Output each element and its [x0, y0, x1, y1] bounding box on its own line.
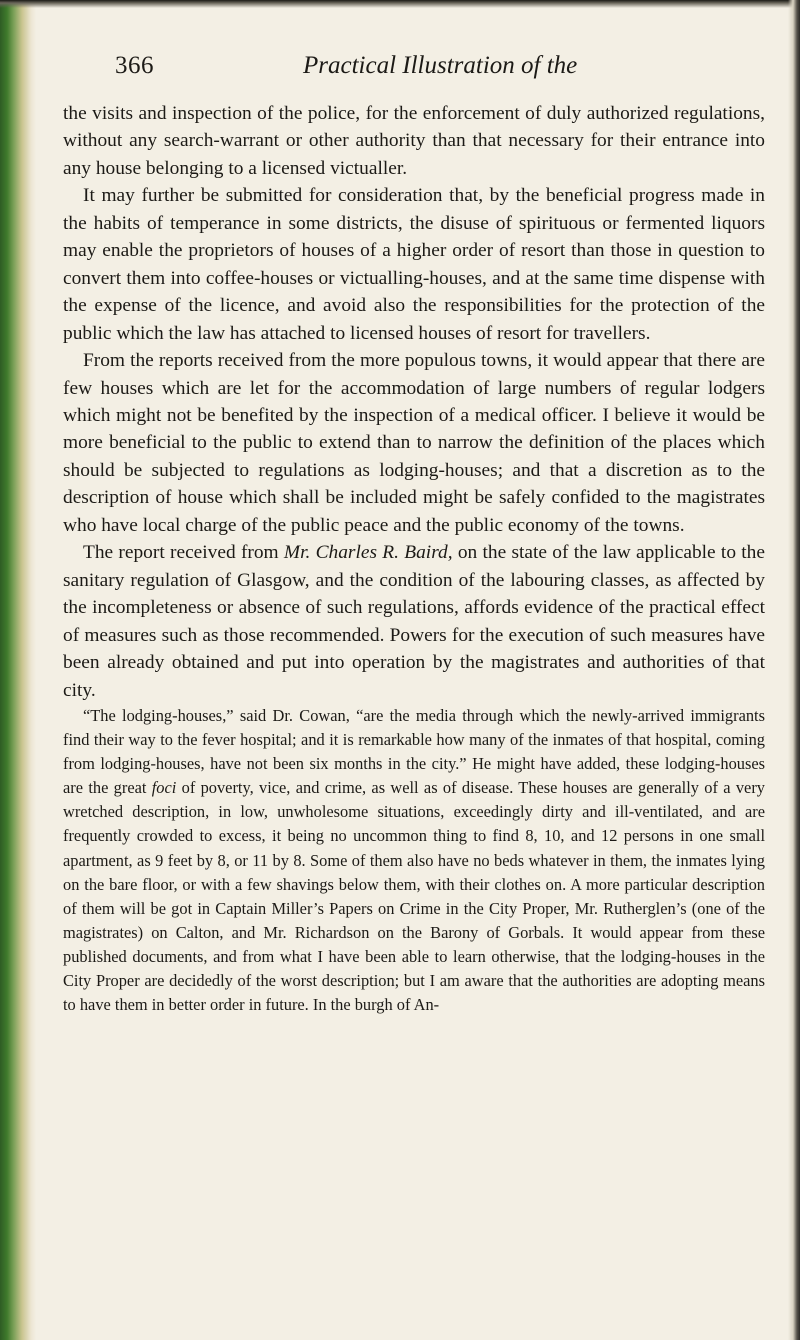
paragraph-cowan-quote [63, 704, 765, 1017]
paragraph-populous-towns: From the reports received from the more populous towns, it would appear that there are few houses which are let for the accommodation of large numbers of regular lodgers which might not be benefited by the inspection of a medical officer. I believe it would be more beneficial to the public to extend than to narrow the definition of the places which should be subjected to regulations as lodging-houses; and that a discretion as to the description of house which shall be included might be safely confided to the magistrates who have local charge of the public peace and the public economy of the towns. [63, 350, 765, 536]
page-body [63, 100, 765, 1017]
quote-text-after: of poverty, vice, and crime, as well as of disease. These houses are generally of a very wretched description, in low, unwholesome situations, exceedingly dirty and ill-ventilated, and are frequently crowded to excess, it being no uncommon thing to find 8, 10, and 12 persons in one small apartment, as 9 feet by 8, or 11 by 8. Some of them also have no beds whatever in them, the inmates lying on the bare floor, or with a few shavings below them, with their clothes on. A more particular description of them will be got in Captain Miller’s Papers on Crime in the City Proper, Mr. Rutherglen’s (one of the magistrates) on Calton, and Mr. Richardson on the Barony of Gorbals. It would appear from these published documents, and from what I have been able to learn otherwise, that the lodging-houses in the City Proper are decidedly of the worst description; but I am aware that the authorities are adopting means to have them in better order in future. In the burgh of An- [63, 778, 765, 1015]
paragraph-baird-report [63, 539, 765, 704]
page-right-edge [788, 0, 800, 1340]
baird-text-before: The report received from [83, 542, 284, 564]
quote-text-before: “The lodging-houses,” said Dr. Cowan, “are the media through which the newly-arrived immigrants find their way to the fever hospital; and it is remarkable how many of the inmates of that hospital, coming from lodging-houses, have not been six months in the city.” He might have added, these lodging-houses are the great [63, 705, 765, 798]
paragraph-licensed-victualler: the visits and inspection of the police, for the enforcement of duly authorized regulations, without any search-warrant or other authority than that necessary for their entrance into any house belonging to a licensed victualler. [63, 103, 765, 179]
baird-text-after: on the state of the law applicable to the sanitary regulation of Glasgow, and the condition of the labouring classes, as affected by the incompleteness or absence of such regulations, affords evidence of the practical effect of measures such as those recommended. Powers for the execution of such measures have been already obtained and put into operation by the magistrates and authorities of that city. [63, 542, 765, 701]
running-head: Practical Illustration of the [303, 52, 578, 79]
baird-name: Mr. Charles R. Baird, [283, 542, 453, 564]
page-top-edge [0, 0, 800, 8]
paragraph-temperance: It may further be submitted for consideration that, by the beneficial progress made in the habits of temperance in some districts, the disuse of spirituous or fermented liquors may enable the proprietors of houses of a higher order of resort than those in question to convert them into coffee-houses or victualling-houses, and at the same time dispense with the expense of the licence, and avoid also the responsibilities for the protection of the public which the law has attached to licensed houses of resort for travellers. [63, 185, 765, 344]
book-binding-edge [0, 0, 36, 1340]
page-number: 366 [115, 52, 154, 79]
quote-emphasis: foci [151, 778, 177, 798]
page-header [115, 52, 675, 92]
